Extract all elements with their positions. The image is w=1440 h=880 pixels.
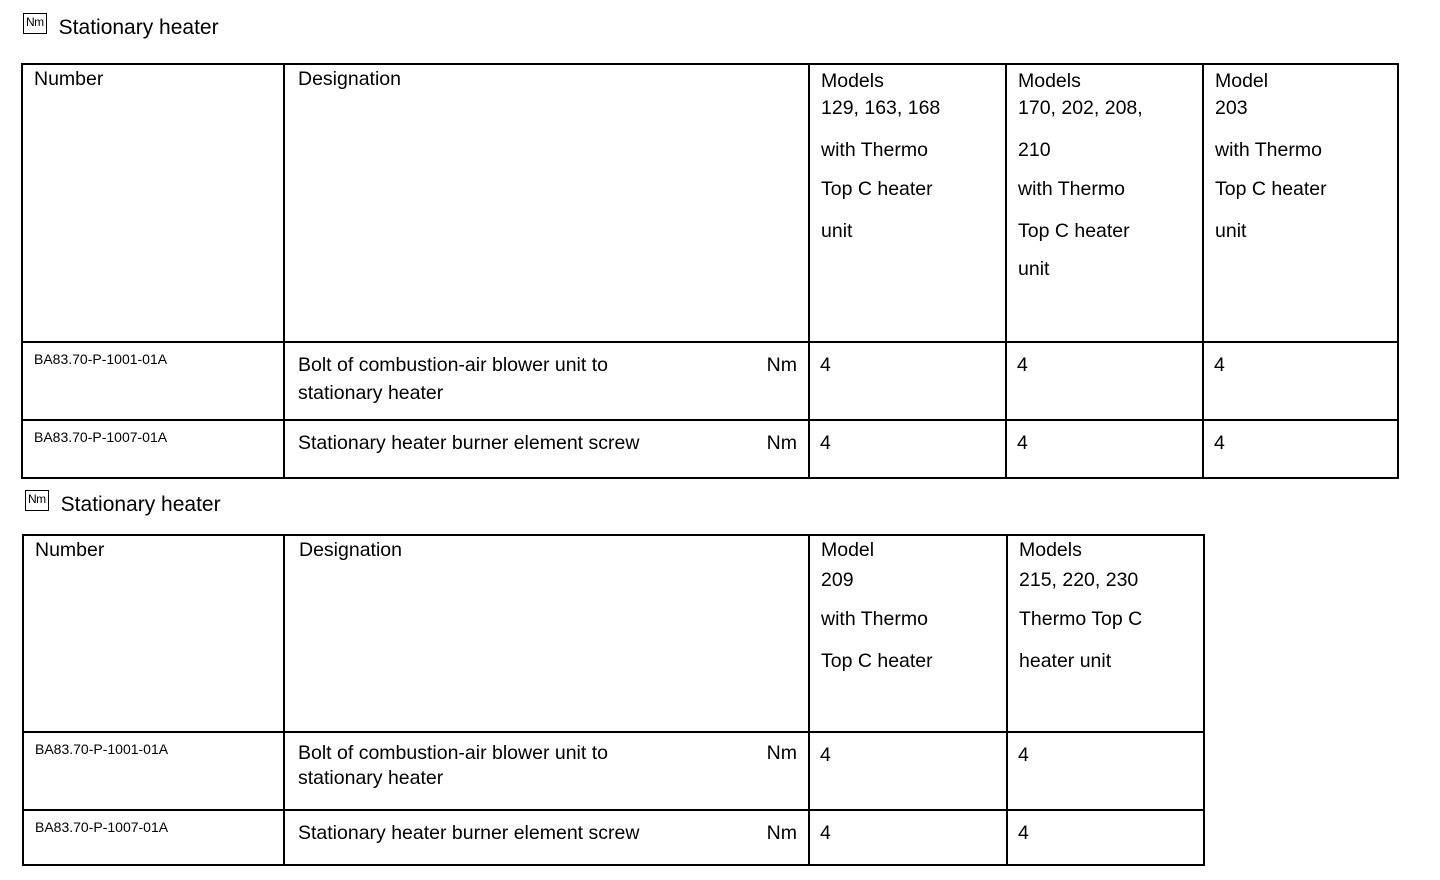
table-row [23, 810, 1204, 865]
designation-text: Stationary heater burner element screw [298, 432, 640, 454]
designation-cell [284, 810, 809, 865]
section-1-heading [23, 16, 219, 40]
model-header-line: unit [1018, 258, 1050, 280]
model-header-line: Top C heater [1215, 178, 1327, 200]
value-cell: 4 [809, 732, 1007, 810]
section-2-heading [25, 493, 221, 517]
number-header: Number [22, 64, 284, 342]
model-header-line: heater unit [1019, 650, 1112, 672]
torque-nm-icon: Nm [25, 490, 49, 511]
model-header-line: 209 [821, 569, 854, 591]
designation-cell [284, 342, 809, 420]
model-header-line: 210 [1018, 139, 1051, 161]
table-row [22, 342, 1398, 420]
model-header [1007, 535, 1204, 732]
unit-label: Nm [766, 822, 797, 844]
value-cell: 4 [1203, 342, 1398, 420]
designation-text: Stationary heater burner element screw [298, 822, 640, 844]
model-header [809, 535, 1007, 732]
model-header-line: Models [821, 70, 884, 92]
designation-header: Designation [284, 535, 809, 732]
model-header-line: Thermo Top C [1019, 608, 1143, 630]
model-header-line: with Thermo [821, 139, 928, 161]
value-cell: 4 [1007, 810, 1204, 865]
model-header-line: Top C heater [1018, 220, 1130, 242]
model-header-line: with Thermo [1215, 139, 1322, 161]
section-title: Stationary heater [58, 16, 219, 39]
model-header [809, 64, 1006, 342]
model-header-line: unit [1215, 220, 1247, 242]
torque-spec-table-2 [22, 534, 1205, 866]
model-header-line: with Thermo [1018, 178, 1125, 200]
part-number-cell: BA83.70-P-1001-01A [23, 732, 284, 810]
unit-label: Nm [766, 432, 797, 454]
model-header-line: Model [821, 539, 875, 561]
model-header-line: Models [1019, 539, 1082, 561]
header-row [23, 535, 1204, 732]
designation-text: Bolt of combustion-air blower unit to stationary heater [298, 742, 608, 789]
value-cell: 4 [809, 342, 1006, 420]
header-row [22, 64, 1398, 342]
value-cell: 4 [809, 420, 1006, 478]
part-number-cell: BA83.70-P-1007-01A [23, 810, 284, 865]
value-cell: 4 [1203, 420, 1398, 478]
model-header [1006, 64, 1203, 342]
table-row [22, 420, 1398, 478]
designation-header: Designation [284, 64, 809, 342]
unit-label: Nm [766, 742, 797, 764]
part-number-cell: BA83.70-P-1001-01A [22, 342, 284, 420]
unit-label: Nm [766, 354, 797, 376]
model-header-line: 215, 220, 230 [1019, 569, 1139, 591]
value-cell: 4 [809, 810, 1007, 865]
designation-cell [284, 420, 809, 478]
model-header-line: with Thermo [821, 608, 928, 630]
part-number-cell: BA83.70-P-1007-01A [22, 420, 284, 478]
model-header-line: Top C heater [821, 650, 933, 672]
designation-text: Bolt of combustion-air blower unit to stationary heater [298, 354, 608, 404]
model-header-line: Top C heater [821, 178, 933, 200]
number-header: Number [23, 535, 284, 732]
designation-cell [284, 732, 809, 810]
model-header-line: 170, 202, 208, [1018, 97, 1143, 119]
model-header-line: unit [821, 220, 853, 242]
torque-spec-table-1 [21, 63, 1399, 479]
value-cell: 4 [1006, 342, 1203, 420]
value-cell: 4 [1006, 420, 1203, 478]
torque-nm-icon: Nm [23, 13, 47, 34]
value-cell: 4 [1007, 732, 1204, 810]
model-header-line: Model [1215, 70, 1269, 92]
model-header-line: 129, 163, 168 [821, 97, 941, 119]
table-row [23, 732, 1204, 810]
section-title: Stationary heater [60, 493, 221, 516]
model-header [1203, 64, 1398, 342]
model-header-line: Models [1018, 70, 1081, 92]
model-header-line: 203 [1215, 97, 1248, 119]
